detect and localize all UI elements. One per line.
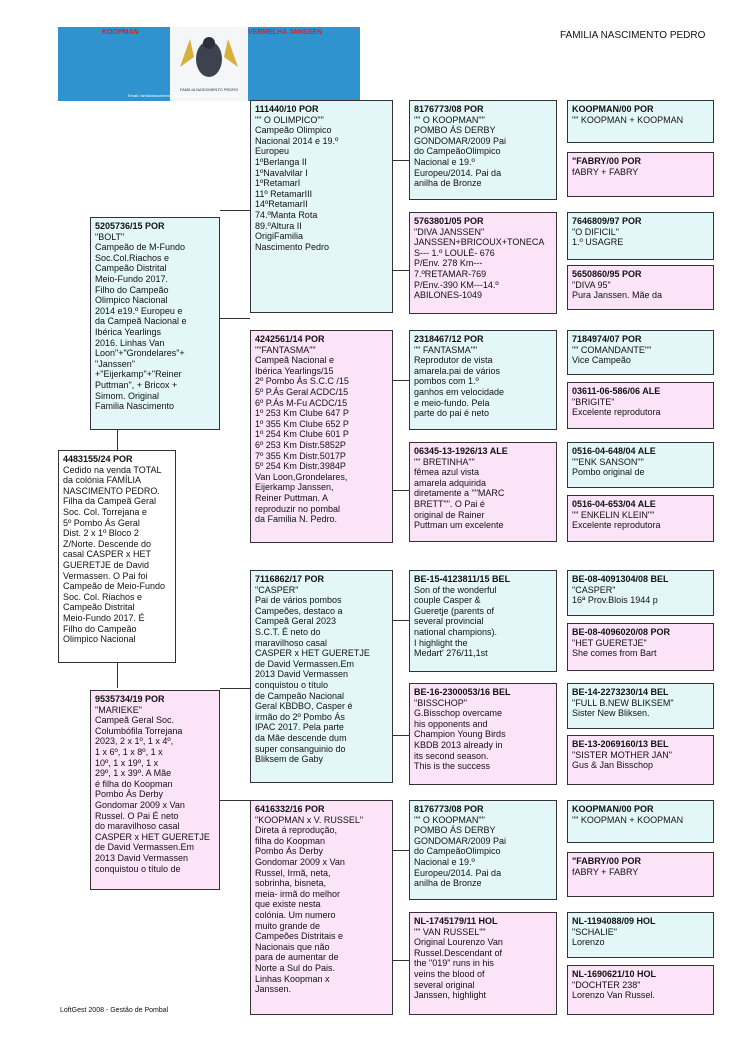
ring-number: BE-08-4091304/08 BEL — [572, 574, 669, 584]
bird-name: "SISTER MOTHER JAN" — [572, 749, 672, 760]
bird-name: fABRY + FABRY — [572, 866, 639, 877]
bird-notes: Excelente reprodutora — [572, 520, 661, 531]
banner-center-text: FAMILIA NASCIMENTO PEDRO — [179, 87, 239, 92]
ring-number: KOOPMAN/00 POR — [572, 104, 654, 114]
bird-name: "DIVA JANSSEN" — [414, 226, 485, 237]
pedigree-box-gen4 — [409, 570, 557, 672]
connector-line — [220, 210, 250, 211]
pedigree-box-gen3 — [250, 100, 393, 313]
banner-right-name: VERMELHA JANSSEN — [248, 29, 323, 36]
bird-notes: Campeã Geral Soc. Columbófila Torrejana 2023, 2 x 1º, 1 x 4º, 1 x 6º, 1 x 8º, 1 x 10º, 1 x 19º, 1 x 29º, 1 x 39º. A Mãe é filha do Koopman Pombo Ás Derby Gondomar 2009 x Van Russel. O Pai É neto do maravilhoso casal CASPER x HET GUERETJE de David Vermassen.Em 2013 David Vermassen conquistou o título de — [95, 715, 210, 874]
ring-number: BE-15-4123811/15 BEL — [414, 574, 511, 584]
bird-name: "" O KOOPMAN"" — [414, 814, 485, 825]
pedigree-box-gen4 — [409, 212, 557, 314]
connector-line — [393, 490, 409, 491]
connector-line — [393, 620, 409, 621]
ring-number: 0516-04-648/04 ALE — [572, 446, 656, 456]
pedigree-box-gen5 — [567, 800, 714, 843]
page-title: FAMILIA NASCIMENTO PEDRO — [560, 30, 706, 41]
pedigree-box-gen5 — [567, 735, 714, 785]
pedigree-box-gen3 — [250, 800, 393, 1015]
connector-line — [393, 850, 409, 851]
ring-number: BE-16-2300053/16 BEL — [414, 687, 511, 697]
connector-line — [393, 160, 409, 161]
bird-notes: Lorenzo — [572, 937, 605, 948]
pedigree-box-gen5 — [567, 382, 714, 429]
bird-notes: Direta á reprodução, filha do Koopman Pombo Ás Derby Gondomar 2009 x Van Russel, Irmã, neta, sobrinha, bisneta, meia- irmã do melhor que existe nesta colónia. Um numero muito grande de Campeões Distritais e Nacionais que não para de aumentar de Norte a Sul do Pais. Linhas Koopman x Janssen. — [255, 825, 345, 995]
bird-name: "HET GUERETJE" — [572, 637, 647, 648]
bird-notes: Gus & Jan Bisschop — [572, 760, 654, 771]
connector-line — [393, 960, 409, 961]
bird-notes: Campeão Olimpico Nacional 2014 e 19.º Europeu 1ºBerlanga II 1ºNavalvilar I 1ºRetamarI 11º RetamarIII 14ºRetamarII 74.ºManta Rota 89.ºAltura II OrigiFamilia Nascimento Pedro — [255, 125, 339, 252]
bird-name: "SCHALIE" — [572, 926, 617, 937]
connector-line — [117, 663, 118, 688]
pedigree-box-gen5 — [567, 683, 714, 729]
bird-notes: fêmea azul vista amarela adquirida diretamente a ""MARC BRETT"". O Pai é original de Rainer Puttman um excelente — [414, 467, 505, 531]
ring-number: "FABRY/00 POR — [572, 856, 641, 866]
bird-notes: Lorenzo Van Russel. — [572, 990, 655, 1001]
ring-number: 7646809/97 POR — [572, 216, 642, 226]
bird-name: "" COMANDANTE"" — [572, 344, 652, 355]
pedigree-box-gen4 — [409, 912, 557, 1015]
ring-number: 9535734/19 POR — [95, 694, 165, 704]
bird-notes: JANSSEN+BRICOUX+TONECA S--- 1.º LOULÉ- 676 P/Env. 278 Km--- 7.ºRETAMAR-769 P/Env.-390 KM---14.º ABILONES-1049 — [414, 237, 545, 301]
ring-number: 8176773/08 POR — [414, 804, 484, 814]
connector-line — [220, 800, 250, 801]
bird-name: "" ENKELIN KLEIN"" — [572, 509, 655, 520]
bird-name: "DIVA 95" — [572, 279, 611, 290]
connector-line — [393, 735, 409, 736]
bird-name: "" KOOPMAN + KOOPMAN — [572, 814, 684, 825]
bird-notes: Reprodutor de vista amarela.pai de vários pombos com 1.º ganhos em velocidade e meio-fundo. Pela parte do pai é neto — [414, 355, 505, 419]
ring-number: BE-14-2273230/14 BEL — [572, 687, 669, 697]
ring-number: NL-1194088/09 HOL — [572, 916, 656, 926]
bird-notes: She comes from Bart — [572, 648, 657, 659]
ring-number: "FABRY/00 POR — [572, 156, 641, 166]
ring-number: 6416332/16 POR — [255, 804, 325, 814]
bird-name: "" O KOOPMAN"" — [414, 114, 485, 125]
ring-number: 7116862/17 POR — [255, 574, 325, 584]
ring-number: NL-1745179/11 HOL — [414, 916, 498, 926]
bird-notes: Campeão de M-Fundo Soc.Col.Riachos e Campeão Distrital Meio-Fundo 2017. Filho do Campeão Olimpico Nacional 2014 e19.º Europeu e da Campeã Nacional e Ibérica Yearlings 2016. Linhas Van Loon"+"Grondelares"+ "Janssen" +"Eijerkamp"+"Reiner Puttman", + Bricox + Simom. Original Familia Nascimento — [95, 242, 187, 412]
bird-name: "O DIFICIL" — [572, 226, 619, 237]
bird-name: "CASPER" — [255, 584, 299, 595]
bird-name: "FULL B.NEW BLIKSEM" — [572, 697, 674, 708]
banner-left-name: KOOPMAN — [102, 29, 139, 36]
pedigree-box-sire — [90, 217, 220, 430]
pedigree-box-gen4 — [409, 683, 557, 785]
pedigree-box-gen5 — [567, 265, 714, 310]
bird-name: "BOLT" — [95, 231, 125, 242]
pedigree-box-gen4 — [409, 330, 557, 430]
ring-number: 06345-13-1926/13 ALE — [414, 446, 508, 456]
bird-name: "" KOOPMAN + KOOPMAN — [572, 114, 684, 125]
pedigree-box-gen5 — [567, 623, 714, 671]
ring-number: 03611-06-586/06 ALE — [572, 386, 661, 396]
pedigree-box-gen4 — [409, 100, 557, 200]
bird-name: "" VAN RUSSEL"" — [414, 926, 486, 937]
ring-number: BE-13-2069160/13 BEL — [572, 739, 669, 749]
bird-notes: 16ª Prov.Blois 1944 p — [572, 595, 658, 606]
pedigree-box-gen5 — [567, 852, 714, 897]
bird-notes: POMBO ÁS DERBY GONDOMAR/2009 Pai do CampeãoOlimpico Nacional e 19.º Europeu/2014. Pai da anilha de Bronze — [414, 825, 507, 889]
bird-name: "KOOPMAN x V. RUSSEL" — [255, 814, 364, 825]
bird-notes: Campeã Nacional e Ibérica Yearlings/15 2º Pombo Ás S.C.C /15 5º P.Ás Geral ACDC/15 6º P.Ás M-Fu ACDC/15 1º 253 Km Clube 647 P 1º 355 Km Clube 652 P 1º 254 Km Clube 601 P 6º 253 Km Distr.5852P 7º 355 Km Distr.5017P 5º 254 Km Distr.3984P Van Loon,Grondelares, Eijerkamp Janssen, Reiner Puttman. A reproduzir no pombal da Familia N. Pedro. — [255, 355, 349, 525]
ring-number: BE-08-4096020/08 POR — [572, 627, 671, 637]
bird-name: ""ENK SANSON"" — [572, 456, 644, 467]
bird-notes: Excelente reprodutora — [572, 407, 661, 418]
footer-credit: LoftGest 2008 - Gestão de Pombal — [60, 1007, 169, 1014]
ring-number: 5205736/15 POR — [95, 221, 165, 231]
ring-number: 2318467/12 POR — [414, 334, 484, 344]
bird-notes: Sister New Bliksen. — [572, 708, 650, 719]
bird-notes: Pura Janssen. Mãe da — [572, 290, 663, 301]
bird-name: "CASPER" — [572, 584, 616, 595]
banner-contact: Email: familianascimentopedro@gmail.com TEL: 939 457 672 — [128, 93, 238, 98]
pedigree-box-gen5 — [567, 330, 714, 375]
bird-notes: Son of the wonderful couple Casper & Gueretje (parents of several provincial national champions). I highlight the Medart' 276/11,1st — [414, 584, 498, 659]
connector-line — [220, 688, 250, 689]
bird-name: ""FANTASMA"" — [255, 344, 316, 355]
pedigree-box-gen3 — [250, 330, 393, 543]
bird-notes: 1.º USAGRE — [572, 237, 624, 248]
bird-notes: Pai de vários pombos Campeões, destaco a Campeã Geral 2023 S.C.T. É neto do maravilhoso casal CASPER x HET GUERETJE de David Vermassen.Em 2013 David Vermassen conquistou o título de Campeão Nacional Geral KBDBO, Casper é irmão do 2º Pombo Ás IPAC 2017. Pela parte da Mãe descende dum super consanguinio do Bliksem de Gaby — [255, 595, 370, 765]
bird-name: "" O OLIMPICO"" — [255, 114, 324, 125]
bird-name: "" FANTASMA"" — [414, 344, 478, 355]
bird-name: "" BRETINHA"" — [414, 456, 475, 467]
pedigree-box-gen5 — [567, 100, 714, 143]
bird-notes: Pombo original de — [572, 467, 645, 478]
bird-notes: POMBO ÁS DERBY GONDOMAR/2009 Pai do CampeãoOlimpico Nacional e 19.º Europeu/2014. Pai da anilha de Bronze — [414, 125, 507, 189]
pedigree-box-subject — [58, 450, 176, 663]
pedigree-box-gen5 — [567, 912, 714, 958]
pedigree-box-gen3 — [250, 570, 393, 783]
bird-name: "DOCHTER 238" — [572, 979, 641, 990]
ring-number: 4242561/14 POR — [255, 334, 325, 344]
connector-line — [393, 270, 409, 271]
connector-line — [393, 380, 409, 381]
connector-line — [220, 318, 250, 319]
loft-banner-logo — [58, 27, 360, 101]
pedigree-box-gen5 — [567, 495, 714, 542]
ring-number: 4483155/24 POR — [63, 454, 133, 464]
ring-number: 5650860/95 POR — [572, 269, 642, 279]
bird-notes: Original Lourenzo Van Russel.Descendant of the "019" runs in his veins the blood of several original Janssen, highlight — [414, 937, 503, 1001]
pedigree-box-gen5 — [567, 442, 714, 488]
bird-notes: Vice Campeão — [572, 355, 631, 366]
bird-name: "MARIEKE" — [95, 704, 142, 715]
bird-notes: Cedido na venda TOTAL da colónia FAMÍLIA NASCIMENTO PEDRO. Filha da Campeã Geral Soc. Col. Torrejana e 5º Pombo Ás Geral Dist. 2 x 1º Bloco 2 Z/Norte. Descende do casal CASPER x HET GUERETJE de David Vermassen. O Pai foi Campeão de Meio-Fundo Soc. Col. Riachos e Campeão Distrital Meio-Fundo 2017. É Filho do Campeão Olimpico Nacional — [63, 464, 166, 645]
vermelha-pigeon-photo — [248, 27, 360, 101]
bird-name: "BRIGITE" — [572, 396, 615, 407]
pedigree-box-gen5 — [567, 965, 714, 1015]
bird-name: "BISSCHOP" — [414, 697, 467, 708]
bird-name: fABRY + FABRY — [572, 166, 639, 177]
pedigree-box-gen4 — [409, 800, 557, 900]
pedigree-box-dam — [90, 690, 220, 890]
pedigree-box-gen4 — [409, 442, 557, 542]
pedigree-box-gen5 — [567, 212, 714, 260]
ring-number: KOOPMAN/00 POR — [572, 804, 654, 814]
ring-number: 0516-04-653/04 ALE — [572, 499, 656, 509]
ring-number: 111440/10 POR — [255, 104, 319, 114]
pedigree-box-gen5 — [567, 152, 714, 197]
pedigree-box-gen5 — [567, 570, 714, 616]
ring-number: 8176773/08 POR — [414, 104, 484, 114]
koopman-pigeon-photo — [58, 27, 170, 101]
bird-notes: G.Bisschop overcame his opponents and Champion Young Birds KBDB 2013 already in its second season. This is the success — [414, 708, 506, 772]
ring-number: 5763801/05 POR — [414, 216, 484, 226]
ring-number: 7184974/07 POR — [572, 334, 642, 344]
ring-number: NL-1690621/10 HOL — [572, 969, 657, 979]
